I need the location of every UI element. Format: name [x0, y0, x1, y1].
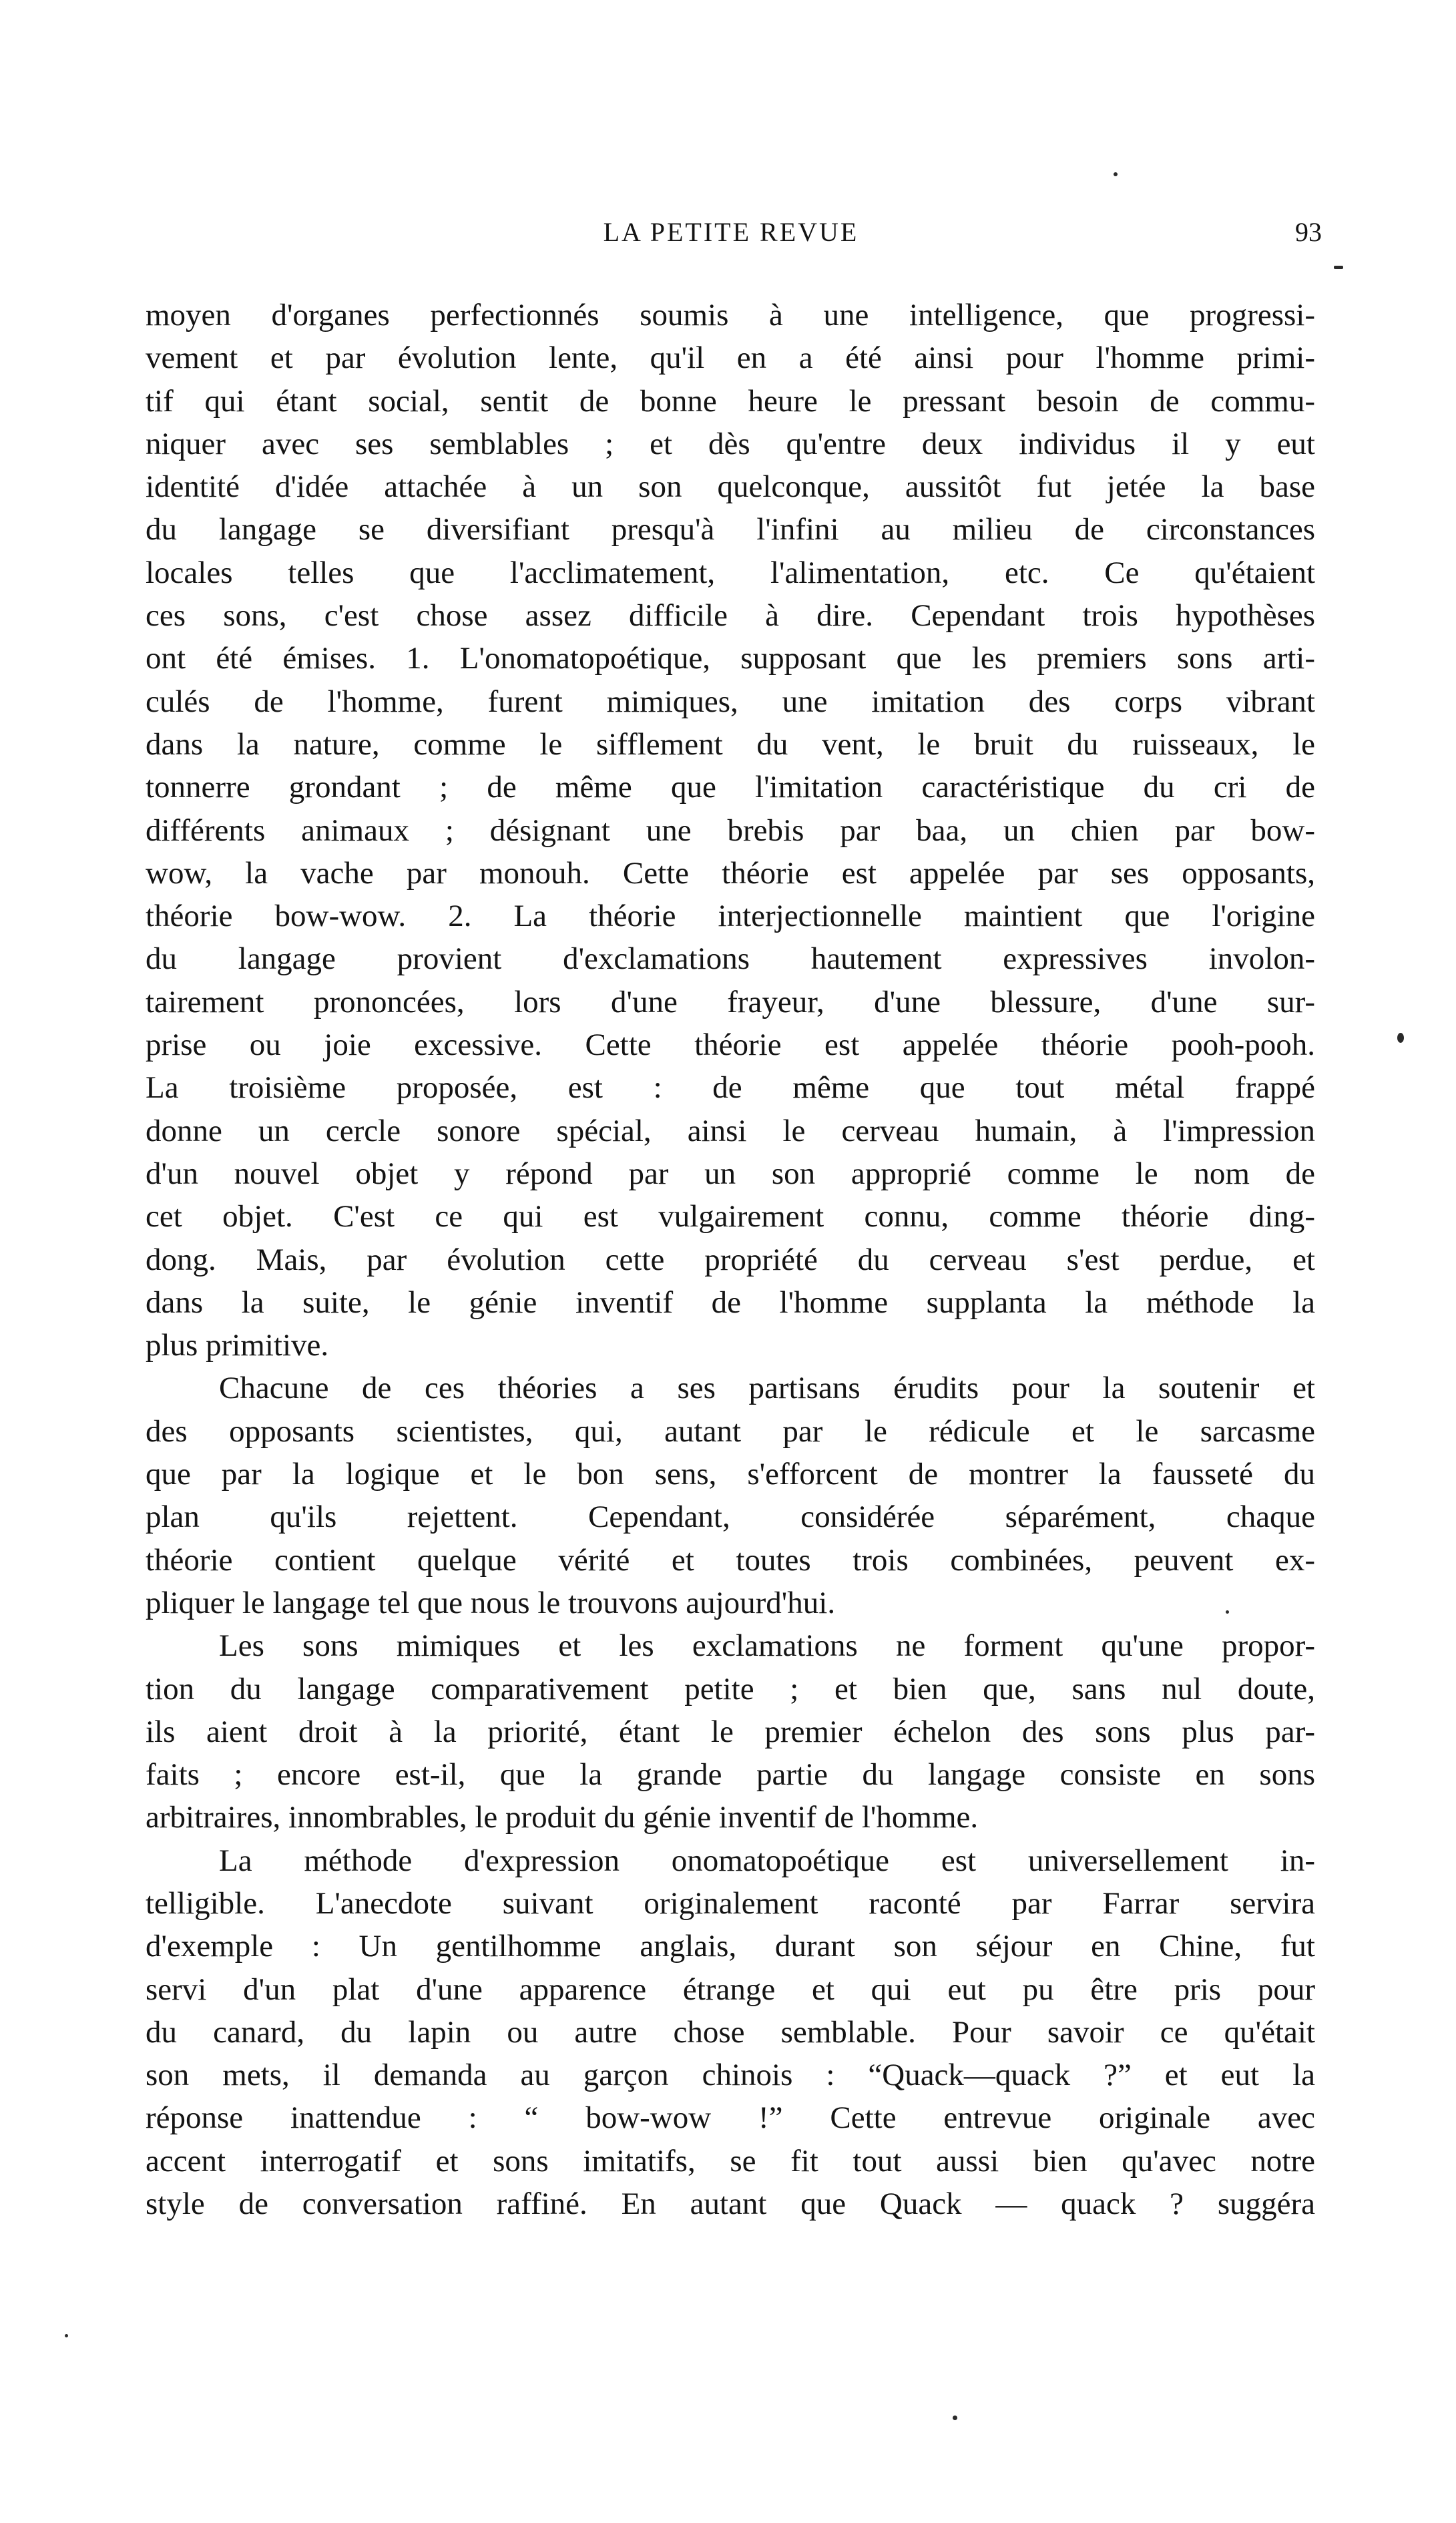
text-line: faits ; encore est-il, que la grande partie du langage consiste en sons — [146, 1757, 1315, 1793]
text-line: dans la nature, comme le sifflement du vent, le bruit du ruisseaux, le — [146, 726, 1315, 762]
text-line: réponse inattendue : “ bow-wow !” Cette entrevue originale avec — [146, 2100, 1315, 2136]
text-line: culés de l'homme, furent mimiques, une imitation des corps vibrant — [146, 684, 1315, 719]
text-line: wow, la vache par monouh. Cette théorie est appelée par ses opposants, — [146, 855, 1315, 891]
scan-speck — [1334, 266, 1343, 269]
text-line: niquer avec ses semblables ; et dès qu'entre deux individus il y eut — [146, 426, 1315, 461]
text-line: théorie bow-wow. 2. La théorie interjectionnelle maintient que l'origine — [146, 899, 1315, 934]
text-line: ont été émises. 1. L'onomatopoétique, supposant que les premiers sons arti- — [146, 641, 1315, 676]
text-line: locales telles que l'acclimatement, l'alimentation, etc. Ce qu'étaient — [146, 555, 1315, 590]
text-line: d'un nouvel objet y répond par un son approprié comme le nom de — [146, 1156, 1315, 1191]
text-line: du langage provient d'exclamations hautement expressives involon- — [146, 941, 1315, 977]
scan-speck — [1397, 1033, 1404, 1043]
text-line: moyen d'organes perfectionnés soumis à une intelligence, que progressi- — [146, 298, 1315, 332]
text-line: Chacune de ces théories a ses partisans érudits pour la soutenir et — [219, 1371, 1315, 1406]
text-line: dong. Mais, par évolution cette propriété du cerveau s'est perdue, et — [146, 1242, 1315, 1277]
text-line: servi d'un plat d'une apparence étrange et qui eut pu être pris pour — [146, 1972, 1315, 2007]
body-text — [146, 294, 1315, 2225]
text-line: des opposants scientistes, qui, autant par le rédicule et le sarcasme — [146, 1413, 1315, 1449]
text-line: prise ou joie excessive. Cette théorie est appelée théorie pooh-pooh. — [146, 1027, 1315, 1063]
text-line: tif qui étant social, sentit de bonne heure le pressant besoin de commu- — [146, 383, 1315, 419]
text-line: tairement prononcées, lors d'une frayeur, d'une blessure, d'une sur- — [146, 984, 1315, 1019]
text-line: d'exemple : Un gentilhomme anglais, durant son séjour en Chine, fut — [146, 1929, 1315, 1964]
running-header — [147, 212, 1322, 252]
text-line: théorie contient quelque vérité et toutes trois combinées, peuvent ex- — [146, 1542, 1315, 1578]
text-line: Les sons mimiques et les exclamations ne forment qu'une propor- — [219, 1628, 1315, 1664]
text-line: plus primitive. — [146, 1328, 329, 1363]
text-line: ils aient droit à la priorité, étant le premier échelon des sons plus par- — [146, 1714, 1315, 1749]
text-line: ces sons, c'est chose assez difficile à dire. Cependant trois hypothèses — [146, 598, 1315, 634]
text-line: accent interrogatif et sons imitatifs, se fit tout aussi bien qu'avec notre — [146, 2143, 1315, 2178]
text-line: dans la suite, le génie inventif de l'homme supplanta la méthode la — [146, 1285, 1315, 1320]
text-line: différents animaux ; désignant une brebis par baa, un chien par bow- — [146, 813, 1315, 848]
text-line: identité d'idée attachée à un son quelconque, aussitôt fut jetée la base — [146, 469, 1315, 505]
text-line: telligible. L'anecdote suivant originalement raconté par Farrar servira — [146, 1885, 1315, 1921]
text-line: arbitraires, innombrables, le produit du génie inventif de l'homme. — [146, 1800, 979, 1835]
scan-speck — [1226, 1610, 1229, 1614]
running-title: LA PETITE REVUE — [603, 217, 859, 247]
text-line: tion du langage comparativement petite ; et bien que, sans nul doute, — [146, 1671, 1315, 1706]
scan-speck — [65, 2334, 68, 2337]
text-line: La troisième proposée, est : de même que tout métal frappé — [146, 1070, 1315, 1106]
scan-speck — [953, 2416, 957, 2420]
text-line: que par la logique et le bon sens, s'efforcent de montrer la fausseté du — [146, 1457, 1315, 1492]
text-line: du langage se diversifiant presqu'à l'infini au milieu de circonstances — [146, 512, 1315, 547]
text-line: plan qu'ils rejettent. Cependant, considérée séparément, chaque — [146, 1500, 1315, 1535]
text-line: donne un cercle sonore spécial, ainsi le cerveau humain, à l'impression — [146, 1113, 1315, 1148]
text-line: La méthode d'expression onomatopoétique est universellement in- — [219, 1843, 1315, 1878]
text-line: style de conversation raffiné. En autant que Quack — quack ? suggéra — [146, 2187, 1315, 2222]
page-number: 93 — [1295, 217, 1322, 247]
text-line: vement et par évolution lente, qu'il en a été ainsi pour l'homme primi- — [146, 340, 1315, 376]
text-line: cet objet. C'est ce qui est vulgairement connu, comme théorie ding- — [146, 1199, 1315, 1234]
text-line: pliquer le langage tel que nous le trouvons aujourd'hui. — [146, 1585, 836, 1620]
text-line: tonnerre grondant ; de même que l'imitation caractéristique du cri de — [146, 770, 1315, 805]
scan-speck — [1114, 172, 1118, 176]
text-line: du canard, du lapin ou autre chose semblable. Pour savoir ce qu'était — [146, 2014, 1315, 2050]
text-line: son mets, il demanda au garçon chinois : “Quack—quack ?” et eut la — [146, 2058, 1315, 2093]
